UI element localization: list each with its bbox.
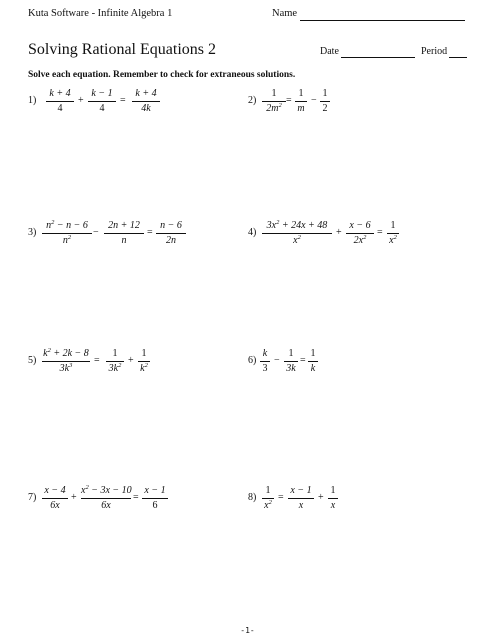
fraction: $n^2 - n - 6$ $n^2$	[42, 220, 92, 246]
date-label: Date	[320, 46, 339, 57]
name-label: Name	[272, 8, 298, 19]
fraction: 1 $x^2$	[387, 220, 399, 246]
problem-number: 4)	[248, 227, 257, 238]
fraction: 2n + 12 n	[104, 220, 144, 246]
page-number: -1-	[240, 626, 255, 635]
fraction: x − 1 x	[288, 485, 314, 511]
date-line	[341, 57, 415, 58]
problem-number: 6)	[248, 355, 257, 366]
fraction: k + 4 4k	[132, 88, 160, 114]
worksheet-title: Solving Rational Equations 2	[28, 41, 216, 58]
problem-number: 7)	[28, 492, 37, 503]
fraction: 1 x	[328, 485, 338, 511]
header-software-label: Kuta Software - Infinite Algebra 1	[28, 8, 173, 19]
fraction: x − 6 $2x^2$	[346, 220, 374, 246]
fraction: 1 3k	[284, 348, 298, 374]
fraction: x − 1 6	[142, 485, 168, 511]
fraction: $k^2 + 2k - 8$ $3k^3$	[43, 347, 89, 374]
problem-number: 3)	[28, 227, 37, 238]
fraction: 1 $x^2$	[262, 485, 274, 511]
problem-number: 2)	[248, 95, 257, 106]
fraction: 1 2	[320, 88, 330, 114]
fraction: 1 $3k^2$	[106, 348, 124, 374]
problem-number: 5)	[28, 355, 37, 366]
fraction: n − 6 2n	[156, 220, 186, 246]
fraction: 1 k	[308, 348, 318, 374]
name-line	[300, 20, 465, 21]
fraction: k 3	[260, 348, 270, 374]
fraction: 1 $k^2$	[138, 348, 150, 374]
period-line	[449, 57, 467, 58]
instructions: Solve each equation. Remember to check for extraneous solutions.	[28, 70, 296, 80]
fraction: x − 4 6x	[42, 485, 68, 511]
fraction: 1 m	[295, 88, 307, 114]
fraction: $3x^2 + 24x + 48$ $x^2$	[262, 220, 332, 246]
problem-number: 8)	[248, 492, 257, 503]
fraction: $x^2 - 3x - 10$ 6x	[81, 484, 132, 511]
period-label: Period	[421, 46, 448, 57]
problem-number: 1)	[28, 95, 37, 106]
fraction: k + 4 4	[46, 88, 74, 114]
fraction: k − 1 4	[88, 88, 116, 114]
fraction: 1 $2m^2$	[262, 88, 286, 114]
